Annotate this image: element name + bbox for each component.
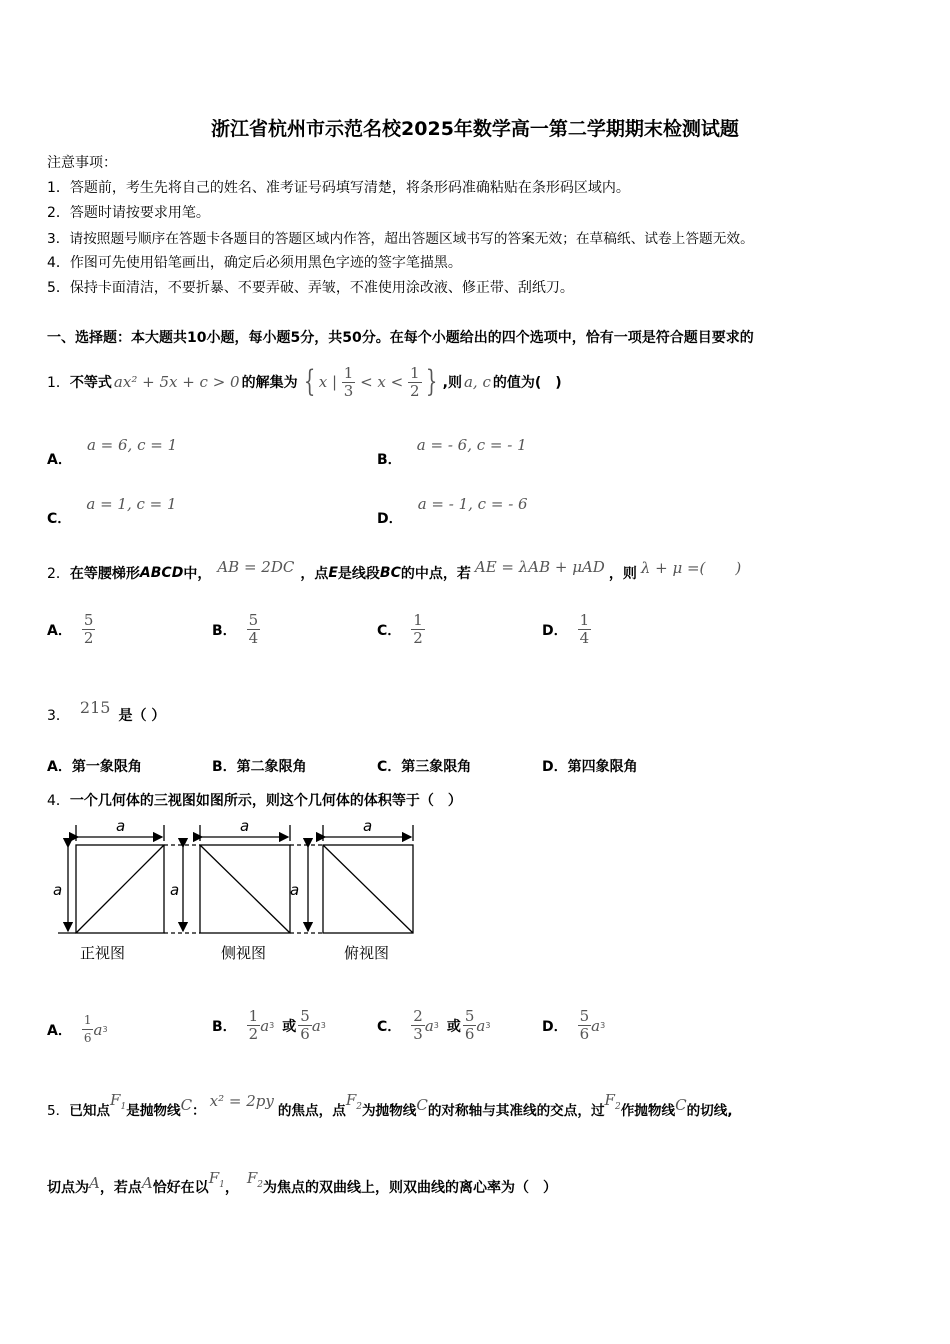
or-text: 或: [446, 1018, 461, 1035]
option-a[interactable]: A． $\frac{1}{6}$ a 3: [47, 1013, 108, 1045]
note-item: 1．答题前，考生先将自己的姓名、准考证号码填写清楚，将条形码准确粘贴在条形码区域内。: [47, 180, 630, 196]
option-fraction: $\frac{5}{6}$: [579, 1007, 590, 1043]
option-label: C．: [377, 1018, 402, 1035]
q2-text: ，则: [608, 566, 637, 582]
option-label: D．: [542, 622, 568, 639]
option-label: D．: [377, 511, 403, 527]
q2-math: λ + μ =( ): [640, 558, 742, 577]
note-item: 4．作图可先使用铅笔画出，确定后必须用黑色字迹的签字笔描黑。: [47, 255, 462, 271]
q2-text: ，点: [300, 566, 329, 582]
question-4: [47, 790, 462, 810]
q2-text: 中，: [183, 566, 212, 582]
option-d[interactable]: [542, 612, 591, 647]
option-label: C．: [47, 511, 72, 527]
q4-text: 一个几何体的三视图如图所示，则这个几何体的体积等于（ ）: [69, 793, 462, 809]
option-label: B．: [377, 452, 402, 468]
option-d[interactable]: D．第四象限角: [542, 759, 638, 775]
q3-text: 是（ ）: [118, 708, 166, 724]
dim-label: a: [363, 817, 373, 835]
question-5-continued: 切点为 A ，若点 A 恰好在以 $F_1$ ， $F_2$ 为焦点的双曲线上，则双曲线的离心率为（ ）: [47, 1168, 557, 1196]
top-view-diagonal: [323, 845, 413, 933]
option-fraction: $\frac{5}{6}$: [464, 1007, 475, 1043]
option-c[interactable]: C．第三象限角: [377, 759, 472, 775]
q5-equation: x² = 2py: [209, 1092, 274, 1110]
note-item: 2．答题时请按要求用笔。: [47, 205, 210, 221]
q2-text: 是线段: [337, 566, 380, 582]
q1-solution-set: { x | $\frac{1}{3}$ < x < $\frac{1}{2}$ }: [303, 363, 437, 400]
q2-math: AB = 2DC: [217, 558, 295, 576]
section-heading: 一、选择题：本大题共10小题，每小题5分，共50分。在每个小题给出的四个选项中，恰有一项是符合题目要求的: [47, 330, 754, 346]
q2-e: E: [328, 565, 338, 581]
q2-math: AE = λAB + μAD: [474, 558, 605, 576]
dim-label: a: [240, 817, 250, 835]
q1-text: 不等式: [69, 375, 112, 391]
option-d[interactable]: D． $\frac{5}{6}$ a 3: [542, 1007, 606, 1043]
option-fraction: $\frac{1}{4}$: [579, 611, 590, 647]
note-item: 5．保持卡面清洁，不要折暴、不要弄破、弄皱，不准使用涂改液、修正带、刮纸刀。: [47, 280, 574, 296]
dim-label: a: [53, 881, 63, 899]
q1-inequality: ax² + 5x + c > 0: [113, 373, 240, 391]
option-label: A．: [47, 1022, 72, 1039]
option-value: a = 1, c = 1: [86, 495, 177, 513]
option-a[interactable]: [47, 612, 95, 647]
option-a[interactable]: [47, 435, 178, 468]
q2-bc: BC: [379, 565, 401, 581]
option-label: C．: [377, 622, 402, 639]
q2-abcd: ABCD: [139, 565, 184, 581]
q1-text: 的解集为: [241, 375, 298, 391]
question-number: 2．: [47, 566, 70, 582]
q2-text: 的中点，若: [400, 566, 471, 582]
option-fraction: $\frac{5}{2}$: [83, 611, 94, 647]
option-label: B．: [212, 622, 237, 639]
q1-text: 的值为( ): [492, 375, 562, 391]
option-fraction: $\frac{5}{4}$: [248, 611, 259, 647]
question-number: 1．: [47, 375, 70, 391]
option-label: A．: [47, 452, 72, 468]
question-3: [47, 697, 166, 730]
option-c[interactable]: [377, 612, 425, 647]
option-value: a = - 1, c = - 6: [417, 495, 528, 513]
page-title: 浙江省杭州市示范名校2025年数学高一第二学期期末检测试题: [211, 118, 739, 140]
question-number: 3．: [47, 708, 70, 724]
option-fraction: $\frac{1}{2}$: [413, 611, 423, 647]
q2-text: 在等腰梯形: [69, 566, 140, 582]
dim-label: a: [290, 881, 300, 899]
option-fraction: $\frac{1}{6}$: [83, 1013, 92, 1045]
option-label: B．: [212, 1018, 237, 1035]
view-label-side: 侧视图: [221, 944, 267, 962]
option-b[interactable]: B． $\frac{1}{2}$ a 3 或 $\frac{5}{6}$ a 3: [212, 1007, 326, 1043]
option-fraction: $\frac{5}{6}$: [300, 1007, 310, 1043]
option-label: D．: [542, 1018, 568, 1035]
question-2: [47, 558, 741, 588]
question-number: 4．: [47, 793, 70, 809]
option-value: a = 6, c = 1: [86, 436, 178, 454]
option-fraction: $\frac{2}{3}$: [413, 1007, 423, 1043]
option-fraction: $\frac{1}{2}$: [248, 1007, 259, 1043]
option-c[interactable]: C． $\frac{2}{3}$ a 3 或 $\frac{5}{6}$ a 3: [377, 1007, 491, 1043]
three-view-figure: [50, 815, 420, 970]
q1-vars: a, c: [463, 373, 491, 391]
note-item: 3．请按照题号顺序在答题卡各题目的答题区域内作答，超出答题区域书写的答案无效；在草稿纸、试卷上答题无效。: [47, 231, 754, 247]
option-value: a = - 6, c = - 1: [416, 436, 527, 454]
q1-text: ,则: [442, 375, 462, 391]
question-5: 5． 已知点 $F_1$ 是抛物线 C ： x² = 2py 的焦点，点 $F_2$ 为抛物线 C 的对称轴与其准线的交点，过 $F_2$ 作抛物线 C 的切线,: [47, 1090, 733, 1119]
question-number: 5．: [47, 1103, 70, 1119]
dim-label: a: [116, 817, 126, 835]
question-1: [47, 362, 562, 402]
option-b[interactable]: B．第二象限角: [212, 759, 307, 775]
option-a[interactable]: A．第一象限角: [47, 759, 142, 775]
q3-angle: 215: [79, 697, 111, 717]
side-view-diagonal: [200, 845, 290, 933]
option-c[interactable]: [47, 494, 177, 527]
or-text: 或: [282, 1018, 297, 1035]
front-view-diagonal: [76, 845, 164, 933]
option-label: A．: [47, 622, 72, 639]
dim-label: a: [170, 881, 180, 899]
notes-heading: 注意事项：: [47, 155, 117, 171]
option-b[interactable]: [212, 612, 260, 647]
option-d[interactable]: [377, 494, 528, 527]
view-label-front: 正视图: [80, 944, 126, 962]
view-label-top: 俯视图: [344, 944, 390, 962]
option-b[interactable]: [377, 435, 527, 468]
